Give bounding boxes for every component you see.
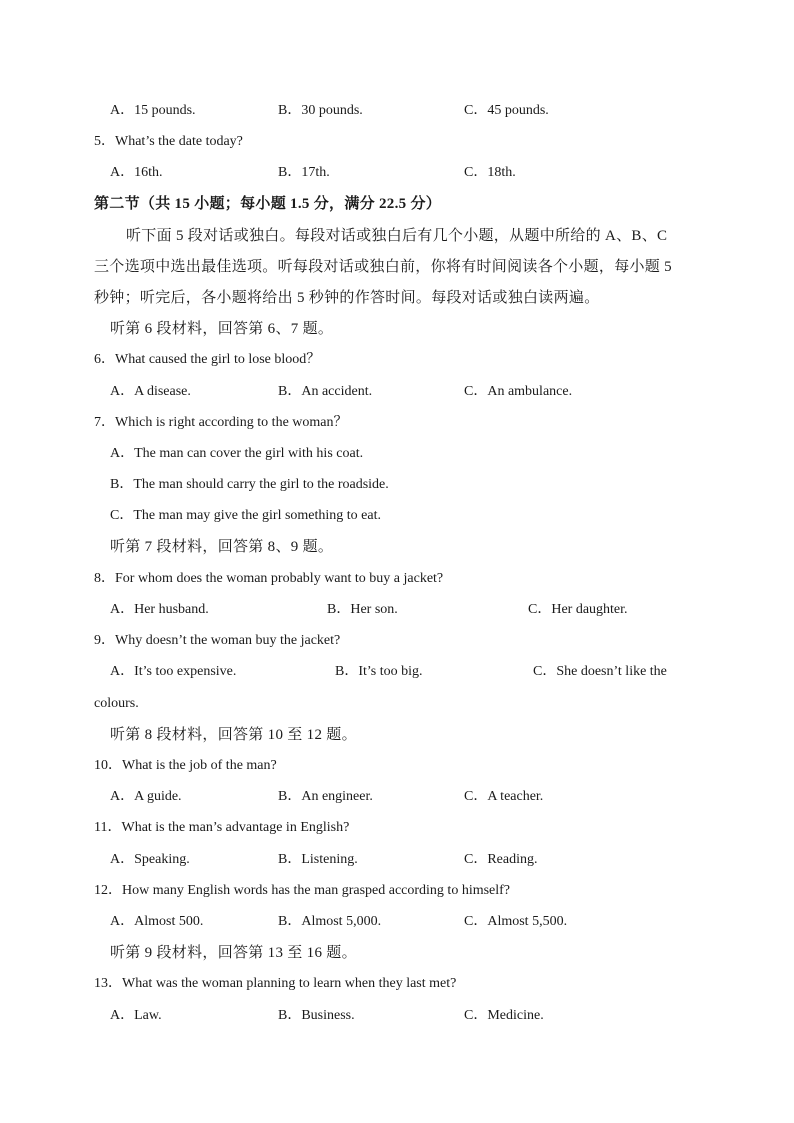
section-instruction: 听下面 5 段对话或独白。每段对话或独白后有几个小题，从题中所给的 A、B、C (126, 228, 668, 244)
material-heading: 听第 9 段材料，回答第 13 至 16 题。 (110, 945, 357, 961)
option-a: A．A guide. (110, 789, 182, 804)
option-c-continued: colours. (94, 696, 139, 711)
question-stem: 13．What was the woman planning to learn when they last met? (94, 976, 457, 991)
question-stem: 9．Why doesn’t the woman buy the jacket? (94, 633, 341, 648)
option-b: B．Almost 5,000. (278, 914, 382, 929)
option-c: C．Her daughter. (528, 602, 628, 617)
option-a: A．A disease. (110, 384, 191, 399)
section-instruction: 三个选项中选出最佳选项。听每段对话或独白前，你将有时间阅读各个小题，每小题 5 (94, 259, 672, 275)
option-b: B．It’s too big. (335, 664, 423, 679)
section-instruction: 秒钟；听完后，各小题将给出 5 秒钟的作答时间。每段对话或独白读两遍。 (94, 290, 600, 306)
option-b: B．30 pounds. (278, 103, 363, 118)
option-a: A．16th. (110, 165, 163, 180)
option-c: C．45 pounds. (464, 103, 549, 118)
material-heading: 听第 8 段材料，回答第 10 至 12 题。 (110, 727, 357, 743)
option-c: C．Almost 5,500. (464, 914, 568, 929)
option-b: B．An engineer. (278, 789, 373, 804)
question-stem: 5．What’s the date today? (94, 134, 243, 149)
option-b: B．Her son. (327, 602, 398, 617)
option-c: C．18th. (464, 165, 516, 180)
material-heading: 听第 7 段材料，回答第 8、9 题。 (110, 539, 334, 555)
option-c: C．Medicine. (464, 1008, 544, 1023)
option-a: A．The man can cover the girl with his coat. (110, 446, 364, 461)
option-a: A．It’s too expensive. (110, 664, 237, 679)
option-c: C．The man may give the girl something to eat. (110, 508, 381, 523)
question-stem: 7．Which is right according to the woman？ (94, 415, 348, 430)
option-b: B．Business. (278, 1008, 355, 1023)
question-stem: 6．What caused the girl to lose blood？ (94, 352, 321, 367)
question-stem: 12．How many English words has the man grasped according to himself? (94, 883, 511, 898)
option-c: C．Reading. (464, 852, 538, 867)
option-a: A．Speaking. (110, 852, 190, 867)
material-heading: 听第 6 段材料，回答第 6、7 题。 (110, 321, 334, 337)
question-stem: 10．What is the job of the man? (94, 758, 277, 773)
section-heading: 第二节（共 15 小题；每小题 1.5 分，满分 22.5 分） (94, 196, 442, 212)
option-a: A．Her husband. (110, 602, 209, 617)
option-c: C．An ambulance. (464, 384, 573, 399)
option-c: C．She doesn’t like the (533, 664, 667, 679)
question-stem: 11．What is the man’s advantage in English? (94, 820, 350, 835)
question-stem: 8．For whom does the woman probably want to buy a jacket? (94, 571, 444, 586)
option-b: B．An accident. (278, 384, 373, 399)
option-b: B．The man should carry the girl to the roadside. (110, 477, 389, 492)
option-b: B．17th. (278, 165, 330, 180)
option-b: B．Listening. (278, 852, 358, 867)
option-a: A．Almost 500. (110, 914, 204, 929)
option-c: C．A teacher. (464, 789, 544, 804)
option-a: A．15 pounds. (110, 103, 196, 118)
option-a: A．Law. (110, 1008, 162, 1023)
